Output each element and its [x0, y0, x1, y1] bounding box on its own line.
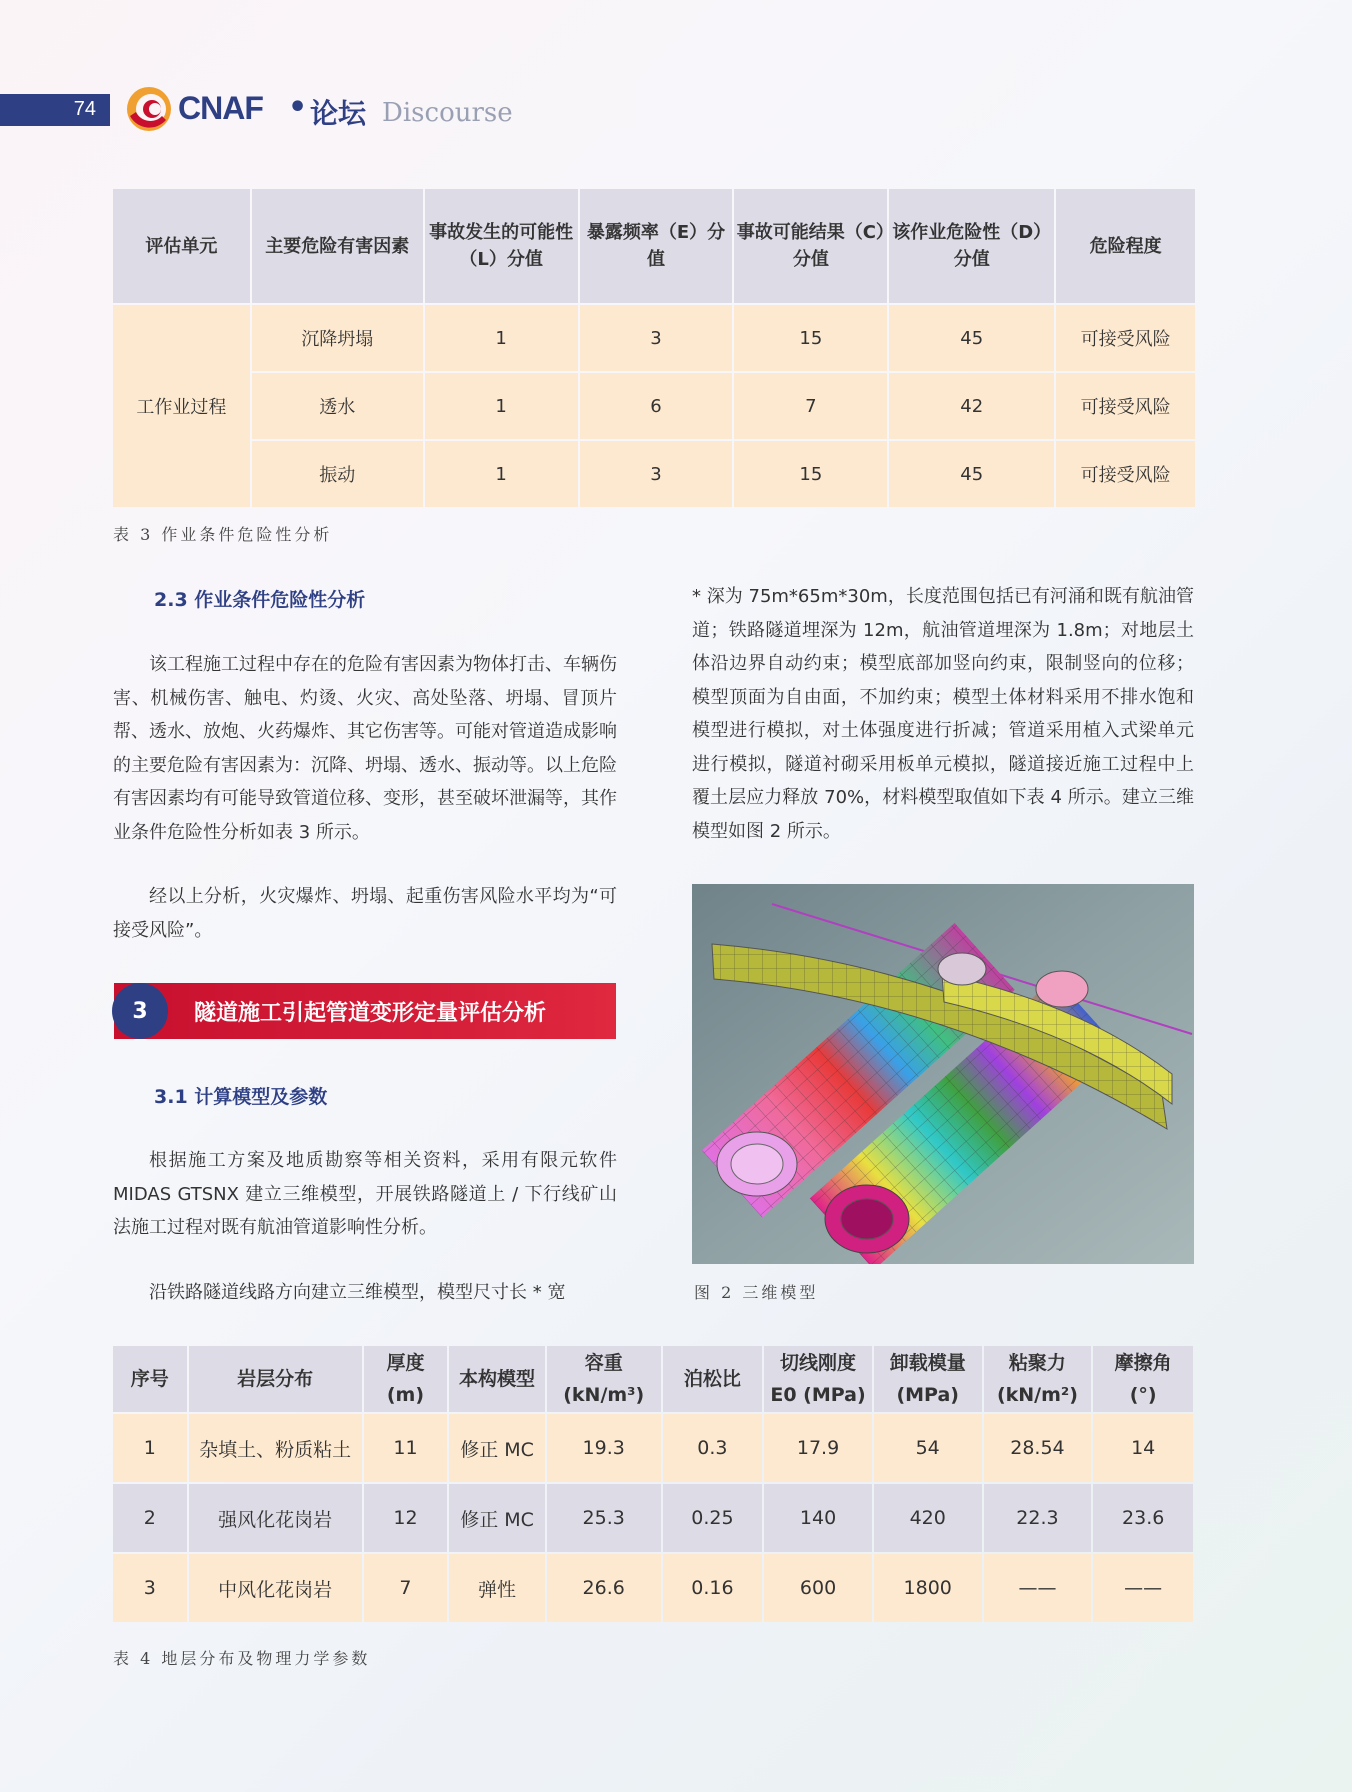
table-cell: 杂填土、粉质粘土 — [189, 1414, 362, 1482]
table-cell: 1 — [425, 441, 578, 507]
figure2-caption: 图 2 三维模型 — [694, 1283, 819, 1302]
table-header: 粘聚力 (kN/m²) — [984, 1346, 1092, 1412]
table-cell: 强风化花岗岩 — [189, 1484, 362, 1552]
section-3-title: 隧道施工引起管道变形定量评估分析 — [194, 1001, 547, 1026]
brand-separator: • — [288, 90, 308, 125]
table-cell: 140 — [764, 1484, 872, 1552]
table-cell: 12 — [364, 1484, 448, 1552]
table-cell: —— — [984, 1554, 1092, 1622]
table-cell: 7 — [734, 373, 887, 439]
table-header: 事故发生的可能性（L）分值 — [425, 189, 578, 303]
table-row — [113, 1484, 1193, 1552]
table-cell: 22.3 — [984, 1484, 1092, 1552]
table-cell: 6 — [580, 373, 733, 439]
table-cell: 1 — [113, 1414, 187, 1482]
table-cell: 2 — [113, 1484, 187, 1552]
table-row — [113, 1554, 1193, 1622]
table-cell: 3 — [113, 1554, 187, 1622]
table-cell: 3 — [580, 441, 733, 507]
table-cell: 15 — [734, 305, 887, 371]
table-cell: 修正 MC — [449, 1414, 545, 1482]
table-header-row — [113, 189, 1195, 303]
section-3-1-paragraph-2: 沿铁路隧道线路方向建立三维模型，模型尺寸长 * 宽 — [149, 1282, 566, 1303]
section-3-1-heading: 3.1 计算模型及参数 — [154, 1086, 328, 1108]
table4-caption: 表 4 地层分布及物理力学参数 — [113, 1649, 371, 1668]
assessment-unit-cell: 工作业过程 — [113, 305, 250, 507]
cnaf-logo-icon — [122, 84, 176, 134]
table-header: 本构模型 — [449, 1346, 545, 1412]
table-row — [113, 305, 1195, 371]
table-cell: 7 — [364, 1554, 448, 1622]
table-header: 岩层分布 — [189, 1346, 362, 1412]
table-cell: 23.6 — [1093, 1484, 1193, 1552]
table3-caption: 表 3 作业条件危险性分析 — [113, 525, 333, 544]
table-header: 切线刚度 E0 (MPa) — [764, 1346, 872, 1412]
table-cell: 42 — [889, 373, 1054, 439]
table-cell: 25.3 — [547, 1484, 661, 1552]
table-cell: 11 — [364, 1414, 448, 1482]
table-cell: 中风化花岗岩 — [189, 1554, 362, 1622]
section-3-1-paragraph-1: 根据施工方案及地质勘察等相关资料，采用有限元软件 MIDAS GTSNX 建立三维模型，开展铁路隧道上 / 下行线矿山法施工过程对既有航油管道影响性分析。 — [113, 1150, 617, 1238]
table-cell: 45 — [889, 305, 1054, 371]
brand-name: CNAF — [178, 90, 263, 126]
table-cell: 沉降坍塌 — [252, 305, 423, 371]
table-cell: 54 — [874, 1414, 982, 1482]
table-header: 卸载模量 (MPa) — [874, 1346, 982, 1412]
table-header: 摩擦角 (°) — [1093, 1346, 1193, 1412]
table-cell: 修正 MC — [449, 1484, 545, 1552]
section-name-cn: 论坛 — [310, 97, 367, 130]
table-header: 主要危险有害因素 — [252, 189, 423, 303]
table-header: 泊松比 — [663, 1346, 763, 1412]
table-cell: 1 — [425, 305, 578, 371]
table-header: 序号 — [113, 1346, 187, 1412]
table-cell: 可接受风险 — [1056, 373, 1195, 439]
table-cell: 0.25 — [663, 1484, 763, 1552]
table-cell: 15 — [734, 441, 887, 507]
section-2-3-heading: 2.3 作业条件危险性分析 — [154, 589, 366, 611]
table-cell: 可接受风险 — [1056, 305, 1195, 371]
table-cell: 3 — [580, 305, 733, 371]
table-cell: 420 — [874, 1484, 982, 1552]
table-header: 暴露频率（E）分值 — [580, 189, 733, 303]
page-number: 74 — [73, 98, 96, 120]
table-cell: 26.6 — [547, 1554, 661, 1622]
table-row — [113, 1414, 1193, 1482]
table-cell: 0.3 — [663, 1414, 763, 1482]
table-cell: 17.9 — [764, 1414, 872, 1482]
table-cell: —— — [1093, 1554, 1193, 1622]
table-header: 事故可能结果（C）分值 — [734, 189, 887, 303]
table-row — [113, 373, 1195, 439]
table-cell: 1800 — [874, 1554, 982, 1622]
table-cell: 28.54 — [984, 1414, 1092, 1482]
section-2-3-paragraph-1: 该工程施工过程中存在的危险有害因素为物体打击、车辆伤害、机械伤害、触电、灼烫、火灾、高处坠落、坍塌、冒顶片帮、透水、放炮、火药爆炸、其它伤害等。可能对管道造成影响的主要危险有害因素为：沉降、坍塌、透水、振动等。以上危险有害因素均有可能导致管道位移、变形，甚至破坏泄漏等，其作业条件危险性分析如表 3 所示。 — [113, 654, 617, 843]
table-cell: 可接受风险 — [1056, 441, 1195, 507]
table-cell: 14 — [1093, 1414, 1193, 1482]
page-number-bar — [0, 94, 110, 126]
section-2-3-paragraph-2: 经以上分析，火灾爆炸、坍塌、起重伤害风险水平均为“可接受风险”。 — [113, 886, 617, 941]
table-cell: 1 — [425, 373, 578, 439]
table-header: 该作业危险性（D）分值 — [889, 189, 1054, 303]
section-3-number: 3 — [112, 983, 168, 1039]
3d-model-figure — [692, 884, 1194, 1264]
strata-parameters-table — [111, 1344, 1195, 1624]
table-header: 厚度 (m) — [364, 1346, 448, 1412]
table-header: 危险程度 — [1056, 189, 1195, 303]
table-cell: 振动 — [252, 441, 423, 507]
table-cell: 0.16 — [663, 1554, 763, 1622]
table-header-row — [113, 1346, 1193, 1412]
table-header: 评估单元 — [113, 189, 250, 303]
table-cell: 19.3 — [547, 1414, 661, 1482]
section-name-en: Discourse — [382, 98, 513, 128]
right-column-paragraph: * 深为 75m*65m*30m，长度范围包括已有河涌和既有航油管道；铁路隧道埋深为 12m，航油管道埋深为 1.8m；对地层土体沿边界自动约束；模型底部加竖向约束，限制竖向的位移；模型顶面为自由面，不加约束；模型土体材料采用不排水饱和模型进行模拟，对土体强度进行折减；管道采用植入式梁单元进行模拟，隧道衬砌采用板单元模拟，隧道接近施工过程中上覆土层应力释放 70%，材料模型取值如下表 4 所示。建立三维模型如图 2 所示。 — [692, 586, 1194, 842]
table-row — [113, 441, 1195, 507]
table-cell: 弹性 — [449, 1554, 545, 1622]
hazard-analysis-table — [111, 187, 1197, 509]
table-cell: 透水 — [252, 373, 423, 439]
table-header: 容重 (kN/m³) — [547, 1346, 661, 1412]
table-cell: 600 — [764, 1554, 872, 1622]
table-cell: 45 — [889, 441, 1054, 507]
